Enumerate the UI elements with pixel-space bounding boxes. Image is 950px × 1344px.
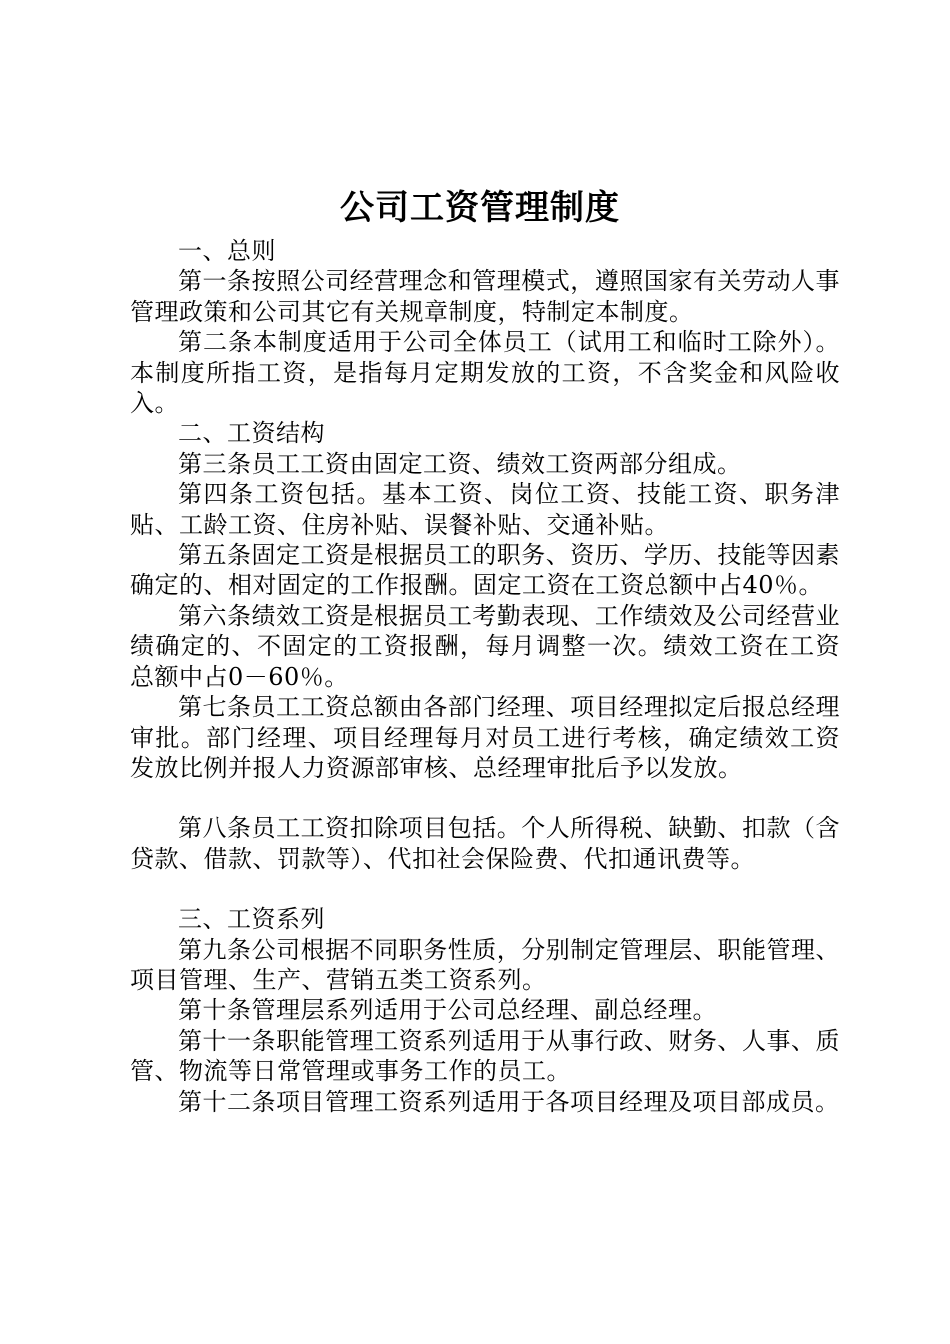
article-3: 第三条员工工资由固定工资、绩效工资两部分组成。	[178, 449, 742, 478]
document-title: 公司工资管理制度	[340, 188, 620, 228]
article-6: 第六条绩效工资是根据员工考勤表现、工作绩效及公司经营业绩确定的、不固定的工资报酬，每月调整一次。绩效工资在工资总额中占0－60％。	[130, 601, 840, 691]
article-7: 第七条员工工资总额由各部门经理、项目经理拟定后报总经理审批。部门经理、项目经理每月对员工进行考核，确定绩效工资发放比例并报人力资源部审核、总经理审批后予以发放。	[130, 693, 840, 782]
article-8: 第八条员工工资扣除项目包括。个人所得税、缺勤、扣款（含贷款、借款、罚款等）、代扣社会保险费、代扣通讯费等。	[130, 814, 840, 873]
article-12: 第十二条项目管理工资系列适用于各项目经理及项目部成员。	[178, 1087, 840, 1116]
article-5: 第五条固定工资是根据员工的职务、资历、学历、技能等因素确定的、相对固定的工作报酬。固定工资在工资总额中占40％。	[130, 541, 840, 600]
document-body	[130, 236, 840, 1117]
article-1: 第一条按照公司经营理念和管理模式，遵照国家有关劳动人事管理政策和公司其它有关规章制度，特制定本制度。	[130, 267, 840, 326]
article-9: 第九条公司根据不同职务性质，分别制定管理层、职能管理、项目管理、生产、营销五类工资系列。	[130, 935, 840, 994]
article-2: 第二条本制度适用于公司全体员工（试用工和临时工除外）。本制度所指工资，是指每月定期发放的工资，不含奖金和风险收入。	[130, 328, 840, 418]
section-heading-salary-structure: 二、工资结构	[178, 419, 325, 448]
article-10: 第十条管理层系列适用于公司总经理、副总经理。	[178, 996, 717, 1025]
section-heading-general: 一、总则	[178, 237, 276, 265]
article-11: 第十一条职能管理工资系列适用于从事行政、财务、人事、质管、物流等日常管理或事务工作的员工。	[130, 1026, 840, 1086]
article-4: 第四条工资包括。基本工资、岗位工资、技能工资、职务津贴、工龄工资、住房补贴、误餐补贴、交通补贴。	[130, 480, 840, 539]
section-heading-salary-series: 三、工资系列	[178, 905, 325, 934]
